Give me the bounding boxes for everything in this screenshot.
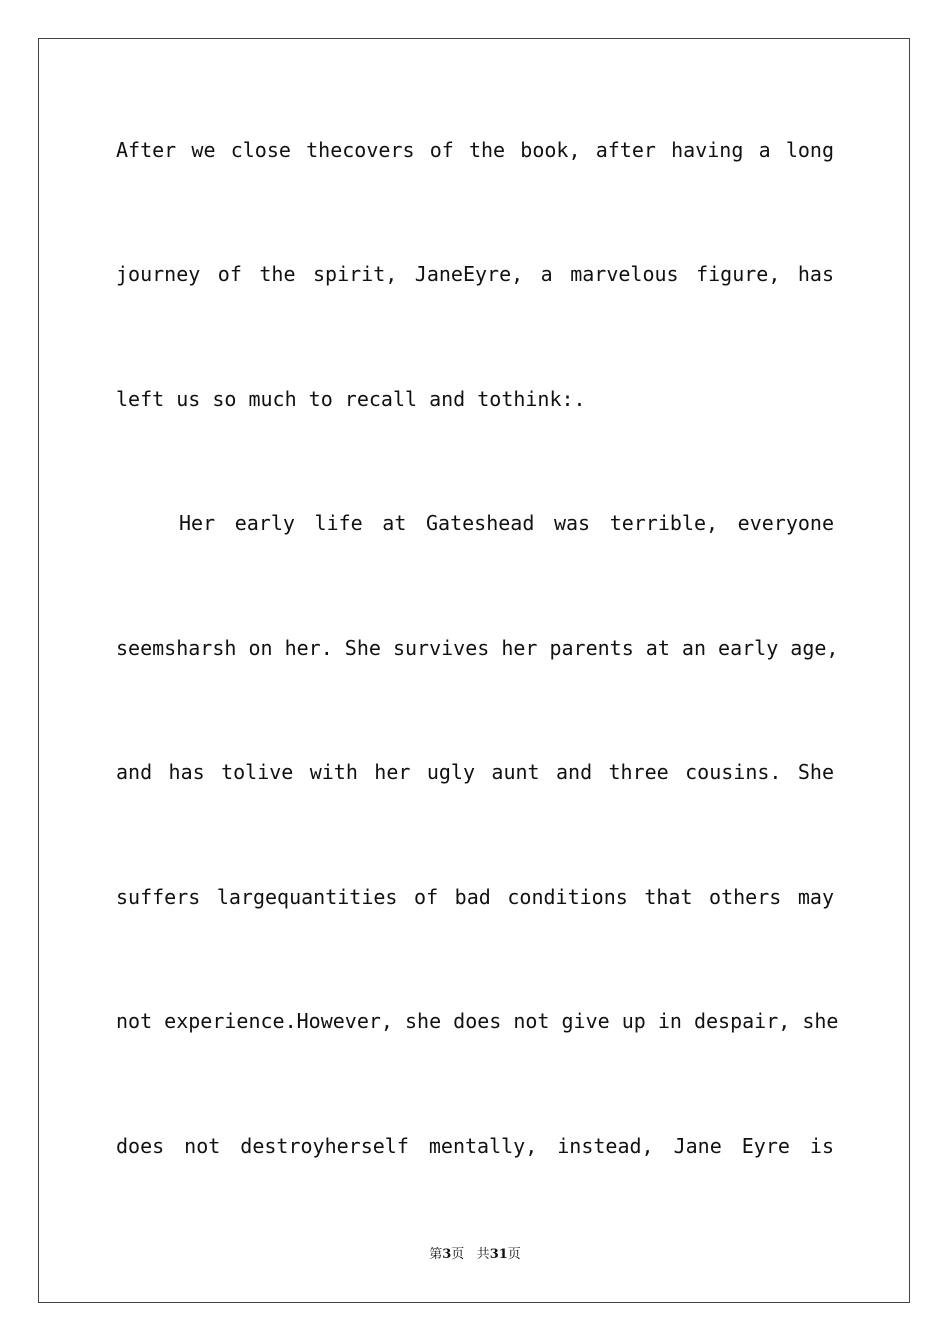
body-text-line: not experience.However, she does not give up in despair, she xyxy=(116,1009,839,1033)
body-text-line: journey of the spirit, JaneEyre, a marvelous figure, has xyxy=(116,262,834,286)
page-border xyxy=(38,38,910,1303)
body-text-line: does not destroyherself mentally, instead, Jane Eyre is xyxy=(116,1134,834,1158)
total-pages-number: 31 xyxy=(489,1247,508,1262)
footer-total-suffix: 页 xyxy=(507,1247,521,1262)
body-text-line: left us so much to recall and tothink:. xyxy=(116,387,586,411)
current-page-number: 3 xyxy=(442,1247,452,1262)
footer-prefix: 第 xyxy=(429,1247,443,1262)
footer-total-prefix: 共 xyxy=(476,1247,490,1262)
paragraph-first-line: Her early life at Gateshead was terrible, everyone xyxy=(179,511,834,535)
body-text-line: seemsharsh on her. She survives her parents at an early age, xyxy=(116,636,839,660)
body-text-line: and has tolive with her ugly aunt and three cousins. She xyxy=(116,760,834,784)
body-text-line: suffers largequantities of bad conditions that others may xyxy=(116,885,834,909)
footer-page-word: 页 xyxy=(451,1247,465,1262)
page-footer xyxy=(0,1246,950,1264)
body-text-line: After we close thecovers of the book, after having a long xyxy=(116,138,834,162)
